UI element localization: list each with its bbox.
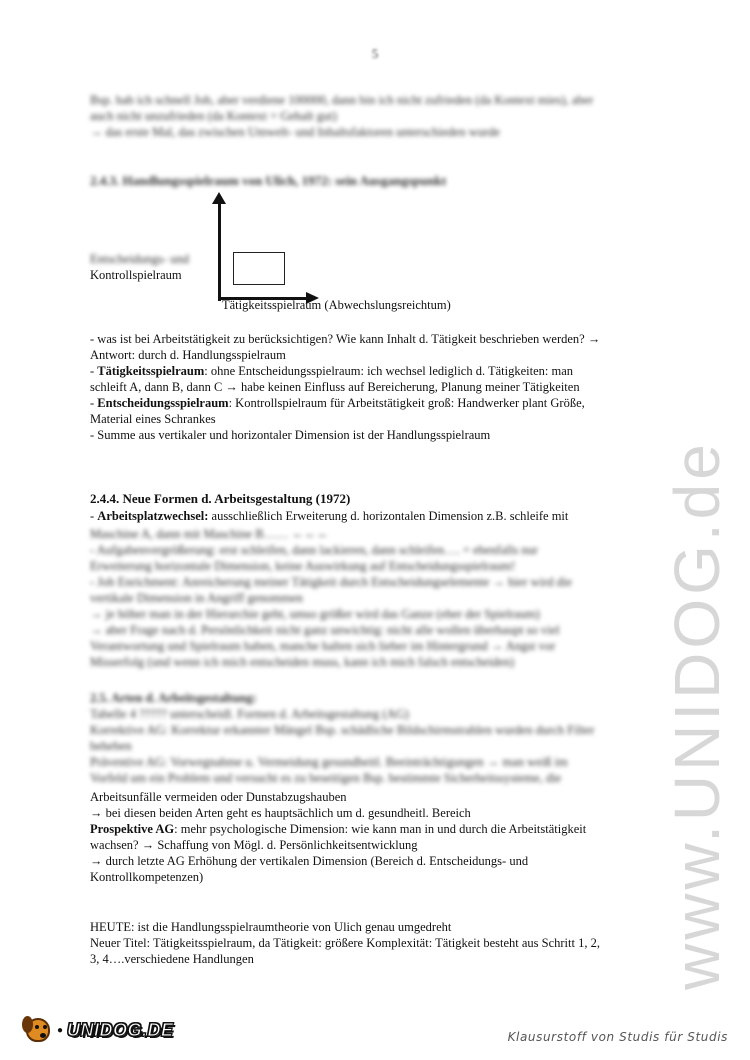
text-run: Material eines Schrankes (90, 412, 216, 426)
text-run: : Kontrollspielraum für Arbeitstätigkeit groß: Handwerker plant Größe, (228, 396, 585, 410)
y-axis-label-blurred: Entscheidungs- und (90, 252, 189, 266)
section-heading-2-4-4: 2.4.4. Neue Formen d. Arbeitsgestaltung (1972) (90, 491, 351, 506)
text-line: auch nicht unzufrieden (da Kontext = Gehalt gut) (90, 109, 337, 123)
text-run: → bei diesen beiden Arten geht es hauptsächlich um d. gesundheitl. Bereich (90, 806, 471, 820)
text-line: → das erste Mal, das zwischen Umwelt- und Inhaltsfaktoren unterschieden wurde (90, 125, 500, 139)
section-2-5-body (90, 789, 680, 885)
section-2-4-4-first-line (90, 508, 680, 524)
text-line: → je höher man in der Hierarchie geht, umso größer wird das Ganze (eher der Spielraum) (90, 607, 540, 621)
text-line: beheben (90, 739, 132, 753)
intro-paragraph (90, 92, 680, 140)
text-line: 3, 4….verschiedene Handlungen (90, 952, 254, 966)
text-line (90, 379, 680, 395)
text-run: : mehr psychologische Dimension: wie kann man in und durch die Arbeitstätigkeit (174, 822, 587, 836)
text-run: Antwort: durch d. Handlungsspielraum (90, 348, 286, 362)
text-run: - (90, 396, 98, 410)
text-line: - Job Enrichment: Anreicherung meiner Tätigkeit durch Entscheidungselemente → hier wird die (90, 575, 572, 589)
text-run: schleift A, dann B, dann C → habe keinen Einfluss auf Bereicherung, Planung meiner Tätigkeiten (90, 380, 580, 394)
text-line: Misserfolg (und wenn ich mich entscheiden muss, kann ich mich falsch entscheiden) (90, 655, 515, 669)
text-run: - (90, 364, 98, 378)
text-line: → aber Frage nach d. Persönlichkeit nicht ganz unwichtig: nicht alle wollen überhaupt so viel (90, 623, 560, 637)
text-line (90, 395, 680, 411)
text-line (90, 821, 680, 837)
diagram-box (233, 252, 285, 285)
text-line: Tabelle 4 ????? unterscheidl. Formen d. Arbeitsgestaltung (AG) (90, 707, 409, 721)
text-run: Arbeitsunfälle vermeiden oder Dunstabzugshauben (90, 790, 347, 804)
text-line (90, 347, 680, 363)
x-axis-label: Tätigkeitsspielraum (Abwechslungsreichtum) (222, 298, 451, 312)
text-line (90, 837, 680, 853)
text-run: → durch letzte AG Erhöhung der vertikalen Dimension (Bereich d. Entscheidungs- und (90, 854, 529, 868)
text-line: Maschine A, dann mit Maschine B…… ←←← (90, 527, 330, 541)
section-2-4-3-body (90, 331, 680, 443)
text-run: - (90, 509, 98, 523)
section-2-4-4-blurred-body (90, 526, 680, 670)
watermark: www.UNIDOG.de (661, 440, 733, 990)
section-heading-2-5: 2.5. Arten d. Arbeitsgestaltung: (90, 691, 257, 705)
logo-text: UNIDOG.DE (67, 1019, 174, 1040)
dog-mascot-icon (20, 1012, 56, 1048)
text-line: Erweiterung horizontale Dimension, keine Auswirkung auf Entscheidungsspielraum! (90, 559, 516, 573)
text-run: : ohne Entscheidungsspielraum: ich wechsel lediglich d. Tätigkeiten: man (204, 364, 574, 378)
text-line (90, 805, 680, 821)
text-run: - Summe aus vertikaler und horizontaler Dimension ist der Handlungsspielraum (90, 428, 491, 442)
text-run: - was ist bei Arbeitstätigkeit zu berücksichtigen? Wie kann Inhalt d. Tätigkeit beschrieben werden? → (90, 332, 601, 346)
text-line (90, 853, 680, 869)
heute-paragraph (90, 919, 680, 967)
y-axis-label: Kontrollspielraum (90, 268, 182, 282)
text-line (90, 508, 680, 524)
text-line (90, 363, 680, 379)
paw-icon: ● (57, 1024, 64, 1036)
text-run: Kontrollkompetenzen) (90, 870, 204, 884)
unidog-logo[interactable] (20, 1012, 174, 1048)
text-line (90, 427, 680, 443)
text-line: Vorfeld um ein Problem und versucht es zu beseitigen Bsp. bestimmte Sicherheitssysteme, die (90, 771, 562, 785)
text-line (90, 331, 680, 347)
text-line: vertikale Dimension in Angriff genommen (90, 591, 303, 605)
text-line (90, 869, 680, 885)
text-line: Korrektive AG: Korrektur erkannter Mängel Bsp. schädliche Bildschirmstrahlen wurden durch Filter (90, 723, 595, 737)
text-line: - Aufgabenvergrößerung: erst schleifen, dann lackieren, dann schleifen…. = ebenfalls nur (90, 543, 538, 557)
text-line: Neuer Titel: Tätigkeitsspielraum, da Tätigkeit: größere Komplexität: Tätigkeit besteht aus Schritt 1, 2, (90, 936, 600, 950)
footer-tagline: Klausurstoff von Studis für Studis (507, 1030, 728, 1044)
text-line (90, 411, 680, 427)
text-line: Präventive AG: Vorwegnahme u. Vermeidung gesundheitl. Beeinträchtigungen → man weiß im (90, 755, 568, 769)
section-heading-2-4-3: 2.4.3. Handlungsspielraum von Ulich, 1972: sein Ausgangspunkt (90, 173, 447, 188)
term-prospektive-ag: Prospektive AG (90, 822, 175, 836)
page-number: 5 (371, 46, 379, 61)
text-line: HEUTE: ist die Handlungsspielraumtheorie von Ulich genau umgedreht (90, 920, 452, 934)
text-line: Bsp. hab ich schnell Job, aber verdiene 100000, dann bin ich nicht zufrieden (da Kontext mies), aber (90, 93, 594, 107)
term-taetigkeitsspielraum: Tätigkeitsspielraum (97, 364, 205, 378)
text-line (90, 789, 680, 805)
term-arbeitsplatzwechsel: Arbeitsplatzwechsel: (97, 509, 209, 523)
text-run: ausschließlich Erweiterung d. horizontalen Dimension z.B. schleife mit (208, 509, 569, 523)
term-entscheidungsspielraum: Entscheidungsspielraum (97, 396, 229, 410)
y-axis-line (218, 200, 221, 301)
section-2-5-blurred (90, 690, 680, 786)
text-line: Verantwortung und Spielraum haben, manche halten sich lieber im Hintergrund → Angst vor (90, 639, 556, 653)
text-run: wachsen? → Schaffung von Mögl. d. Persönlichkeitsentwicklung (90, 838, 418, 852)
